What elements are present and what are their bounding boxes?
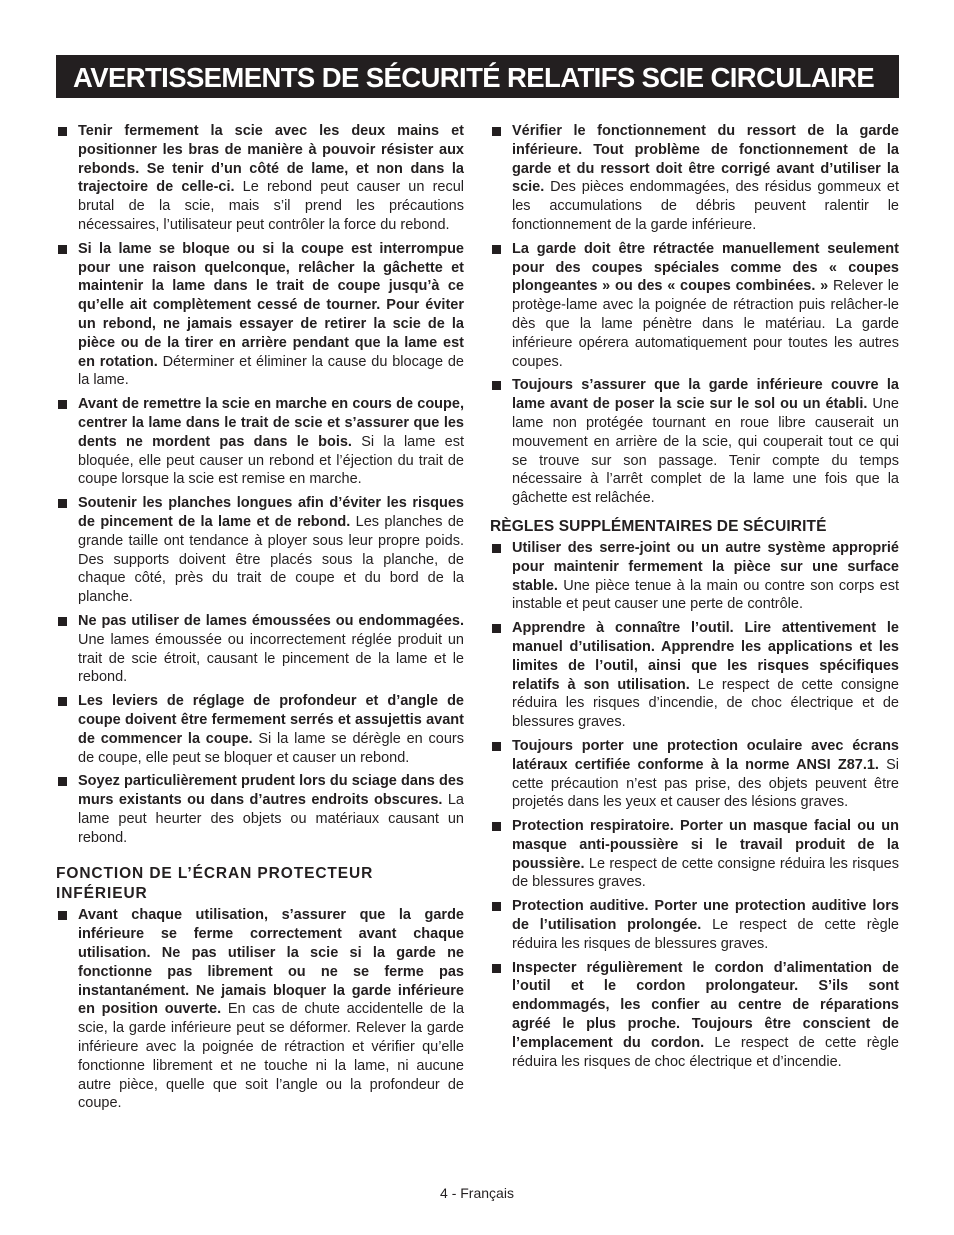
item-bold-text: Toujours porter une protection oculaire avec écrans latéraux certifiée conforme à la norme ANSI Z87.1. xyxy=(512,737,899,773)
square-bullet-icon xyxy=(58,697,67,706)
square-bullet-icon xyxy=(492,381,501,390)
list-item xyxy=(56,240,464,390)
item-body-text: La lame peut heurter des objets ou matériaux causant un rebond. xyxy=(78,792,464,846)
page-footer: 4 - Français xyxy=(440,1185,514,1201)
item-body-text: Relever le protège-lame avec la poignée de rétraction puis relâcher-le dès que la lame pénètre dans le matériau. La garde inférieure opérera automatiquement pour toutes les autres coupes. xyxy=(512,278,899,370)
item-bold-text: Si la lame se bloque ou si la coupe est interrompue pour une raison quelconque, relâcher la gâchette et maintenir la lame dans le trait de coupe jusqu’à ce qu’elle ait complètement cessé de tourner. Pour éviter un rebond, ne jamais essayer de retirer la scie de la pièce ou de la tirer en arrière pendant que la lame est en rotation. xyxy=(78,240,464,370)
square-bullet-icon xyxy=(58,499,67,508)
item-body-text: Le respect de cette règle réduira les risques de blessures graves. xyxy=(512,917,899,952)
item-body-text: Le respect de cette règle réduira les risques de choc électrique et d’incendie. xyxy=(512,1034,899,1070)
item-bold-text: Inspecter régulièrement le cordon d’alimentation de l’outil et le cordon prolongateur. S’ils sont endommagés, les confier au centre de réparations agréé le plus proche. Toujours être conscient de l’emplacement du cordon. xyxy=(512,959,899,1051)
item-bold-text: Soyez particulièrement prudent lors du sciage dans des murs existants ou dans d’autres endroits obscures. xyxy=(78,773,464,809)
item-bold-text: Vérifier le fonctionnement du ressort de la garde inférieure. Tout problème de fonctionnement de la garde et du ressort doit être corrigé avant d’utiliser la scie. xyxy=(512,123,899,196)
list-item xyxy=(490,959,899,1072)
list-item xyxy=(490,240,899,372)
square-bullet-icon xyxy=(492,822,501,831)
list-item xyxy=(56,692,464,767)
item-bold-text: Toujours s’assurer que la garde inférieure couvre la lame avant de poser la scie sur le sol ou un établi. xyxy=(512,377,899,413)
square-bullet-icon xyxy=(492,624,501,633)
item-body-text: Le respect de cette consigne réduira les risques d’incendie, de choc électrique et de blessures graves. xyxy=(512,676,899,731)
additional-rules-list xyxy=(490,539,899,1072)
item-body-text: Une lame non protégée tournant en roue libre causerait un mouvement en arrière de la scie, qui couperait tout ce qui se trouve sur son passage. Tenir compte du temps nécessaire à l’arrêt complet de la lame une fois que la gâchette est relâchée. xyxy=(512,396,899,507)
list-item xyxy=(56,122,464,235)
additional-rules-section-heading: RÈGLES SUPPLÉMENTAIRES DE SÉCUIRITÉ xyxy=(490,517,827,535)
title-banner xyxy=(56,55,899,98)
lower-guard-section-heading: FONCTION DE L’ÉCRAN PROTECTEUR INFÉRIEUR xyxy=(56,865,374,903)
item-body-text: Une lames émoussée ou incorrectement réglée produit un trait de scie étroit, causant le pincement de la lame et le rebond. xyxy=(78,631,464,686)
square-bullet-icon xyxy=(492,245,501,254)
list-item xyxy=(56,906,464,1113)
square-bullet-icon xyxy=(58,127,67,136)
square-bullet-icon xyxy=(492,742,501,751)
left-warning-list xyxy=(56,122,464,847)
item-body-text: En cas de chute accidentelle de la scie, la garde inférieure peut se déformer. Relever la garde inférieure avec la poignée de rétraction et vérifier qu’elle fonctionne librement et ne touche ni la lame, ni aucune autre pièce, quelle que soit l’angle ou la profondeur de coupe. xyxy=(78,1001,465,1112)
square-bullet-icon xyxy=(492,127,501,136)
square-bullet-icon xyxy=(492,964,501,973)
square-bullet-icon xyxy=(58,777,67,786)
item-body-text: Déterminer et éliminer la cause du blocage de la lame. xyxy=(78,353,464,389)
item-bold-text: Soutenir les planches longues afin d’éviter les risques de pincement de la lame et de rebond. xyxy=(78,495,464,530)
item-bold-text: Ne pas utiliser de lames émoussées ou endommagées. xyxy=(78,612,464,629)
item-bold-text: Avant chaque utilisation, s’assurer que la garde inférieure se ferme correctement avant chaque utilisation. Ne pas utiliser la scie si la garde ne fonctionne pas librement ou ne se ferme pas instantanément. Ne jamais bloquer la garde inférieure en position ouverte. xyxy=(78,907,464,1018)
item-bold-text: La garde doit être rétractée manuellement seulement pour des coupes spéciales comme des « coupes plongeantes » ou des « coupes combinées. » xyxy=(512,240,899,295)
right-column xyxy=(490,122,899,1076)
list-item xyxy=(490,897,899,953)
left-column xyxy=(56,122,464,1118)
list-item xyxy=(490,619,899,732)
list-item xyxy=(490,122,899,235)
item-bold-text: Protection auditive. Porter une protection auditive lors de l’utilisation prolongée. xyxy=(512,898,899,934)
square-bullet-icon xyxy=(492,902,501,911)
item-bold-text: Utiliser des serre-joint ou un autre système approprié pour maintenir fermement la pièce sur une surface stable. xyxy=(512,539,899,594)
list-item xyxy=(56,612,464,687)
list-item xyxy=(490,376,899,508)
list-item xyxy=(56,395,464,489)
item-body-text: Si cette précaution n’est pas prise, des objets peuvent être projetés dans les yeux et causer des lésions graves. xyxy=(512,756,900,811)
square-bullet-icon xyxy=(58,911,67,920)
list-item xyxy=(490,539,899,614)
square-bullet-icon xyxy=(492,544,501,553)
item-bold-text: Les leviers de réglage de profondeur et d’angle de coupe doivent être fermement serrés et assujettis avant de commencer la coupe. xyxy=(78,693,464,747)
item-body-text: Si la lame se dérègle en cours de coupe, elle peut se bloquer et causer un rebond. xyxy=(78,730,465,766)
square-bullet-icon xyxy=(58,617,67,626)
right-warning-list xyxy=(490,122,899,508)
item-body-text: Le respect de cette consigne réduira les risques de blessures graves. xyxy=(512,855,899,891)
item-bold-text: Avant de remettre la scie en marche en cours de coupe, centrer la lame dans le trait de scie et s’assurer que les dents ne mordent pas dans le bois. xyxy=(78,396,464,450)
item-body-text: Des pièces endommagées, des résidus gommeux et les accumulations de débris peuvent ralentir le fonctionnement de la garde inférieure. xyxy=(512,179,899,233)
item-bold-text: Apprendre à connaître l’outil. Lire attentivement le manuel d’utilisation. Apprendre les applications et les limites de l’outil, ainsi que les risques spécifiques relatifs à son utilisation. xyxy=(512,620,899,693)
item-bold-text: Protection respiratoire. Porter un masque facial ou un masque anti-poussière si le travail produit de la poussière. xyxy=(512,818,899,872)
page-title: AVERTISSEMENTS DE SÉCURITÉ RELATIFS SCIE CIRCULAIRE xyxy=(73,62,875,93)
list-item xyxy=(56,772,464,847)
item-body-text: Une pièce tenue à la main ou contre son corps est instable et peut causer une perte de contrôle. xyxy=(512,577,899,613)
item-bold-text: Tenir fermement la scie avec les deux mains et positionner les bras de manière à pouvoir résister aux rebonds. Se tenir d’un côté de lame, et non dans la trajectoire de celle-ci. xyxy=(78,123,464,196)
item-body-text: Le rebond peut causer un recul brutal de la scie, mais s’il prend les précautions nécessaires, l’utilisateur peut contrôler la force du rebond. xyxy=(78,179,464,233)
list-item xyxy=(490,817,899,892)
list-item xyxy=(490,737,899,812)
list-item xyxy=(56,494,464,607)
item-body-text: Si la lame est bloquée, elle peut causer un rebond et l’éjection du trait de coupe lorsque la scie est remise en marche. xyxy=(78,433,464,488)
lower-guard-warning-list xyxy=(56,906,464,1113)
square-bullet-icon xyxy=(58,400,67,409)
item-body-text: Les planches de grande taille ont tendance à ployer sous leur propre poids. Des supports doivent être placés sous la planche, de chaque côté, près du trait de coupe et du bord de la planche. xyxy=(78,513,464,606)
square-bullet-icon xyxy=(58,245,67,254)
